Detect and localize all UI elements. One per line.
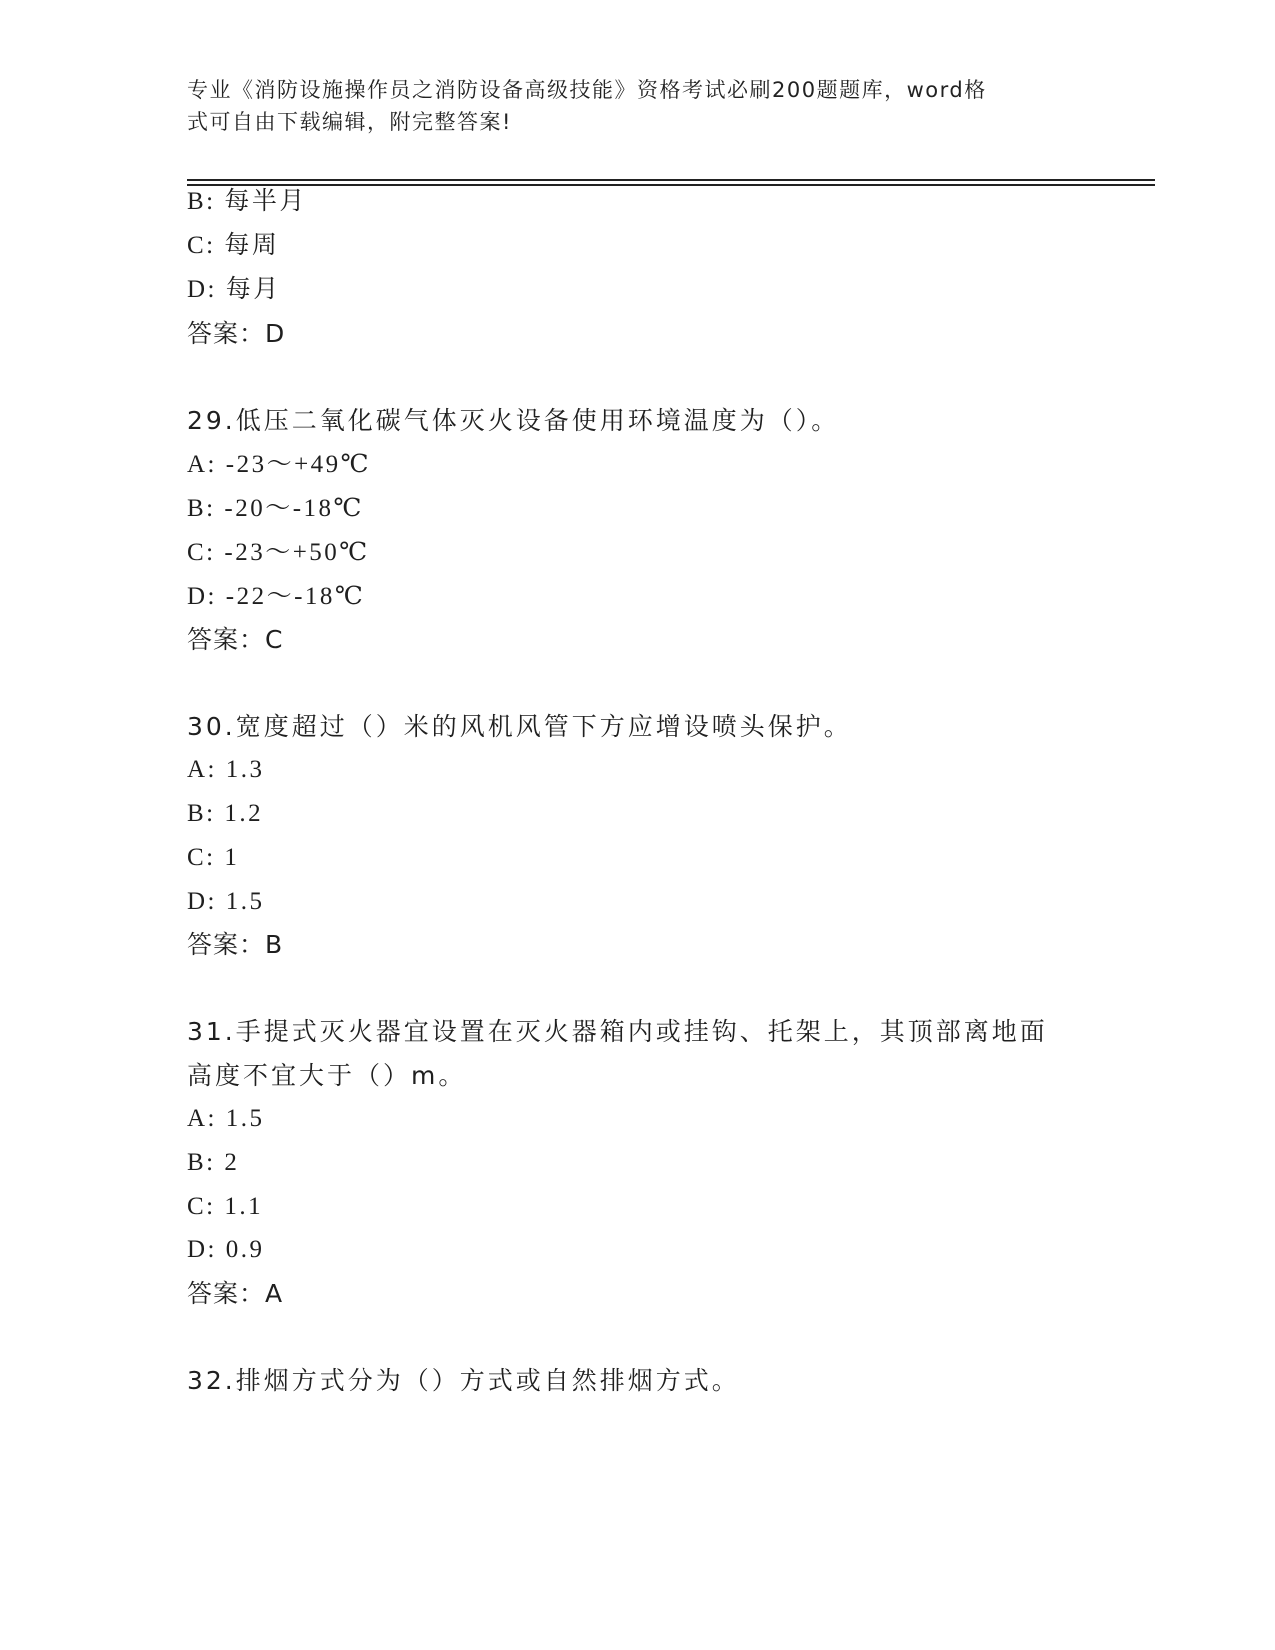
option-b: B: 2	[187, 1149, 240, 1176]
header-line-2: 式可自由下载编辑，附完整答案!	[187, 110, 512, 134]
option-b: B: 每半月	[187, 188, 307, 215]
option-c: C: 每周	[187, 232, 280, 259]
document-header	[187, 74, 1087, 138]
answer-label: 答案：B	[187, 930, 284, 959]
option-c: C: 1.1	[187, 1193, 264, 1220]
option-d: D: 每月	[187, 276, 281, 303]
option-a: A: 1.5	[187, 1105, 265, 1132]
header-line-1: 专业《消防设施操作员之消防设备高级技能》资格考试必刷200题题库，word格	[187, 78, 987, 102]
option-d: D: -22～-18℃	[187, 583, 366, 610]
answer-label: 答案：D	[187, 319, 286, 348]
answer-label: 答案：A	[187, 1279, 284, 1308]
option-d: D: 1.5	[187, 888, 265, 915]
option-b: B: -20～-18℃	[187, 495, 364, 522]
option-a: A: 1.3	[187, 756, 265, 783]
question-stem: 30.宽度超过（）米的风机风管下方应增设喷头保护。	[187, 712, 852, 741]
option-c: C: -23～+50℃	[187, 539, 370, 566]
header-divider-top	[187, 179, 1155, 181]
answer-label: 答案：C	[187, 625, 284, 654]
question-stem: 32.排烟方式分为（）方式或自然排烟方式。	[187, 1366, 740, 1395]
question-stem: 31.手提式灭火器宜设置在灭火器箱内或挂钩、托架上，其顶部离地面	[187, 1017, 1048, 1046]
question-stem: 29.低压二氧化碳气体灭火设备使用环境温度为（）。	[187, 406, 840, 435]
option-b: B: 1.2	[187, 800, 264, 827]
option-d: D: 0.9	[187, 1236, 265, 1263]
header-divider-bottom	[187, 184, 1155, 186]
option-a: A: -23～+49℃	[187, 451, 372, 478]
question-stem-continued: 高度不宜大于（）m。	[187, 1061, 467, 1090]
option-c: C: 1	[187, 844, 240, 871]
